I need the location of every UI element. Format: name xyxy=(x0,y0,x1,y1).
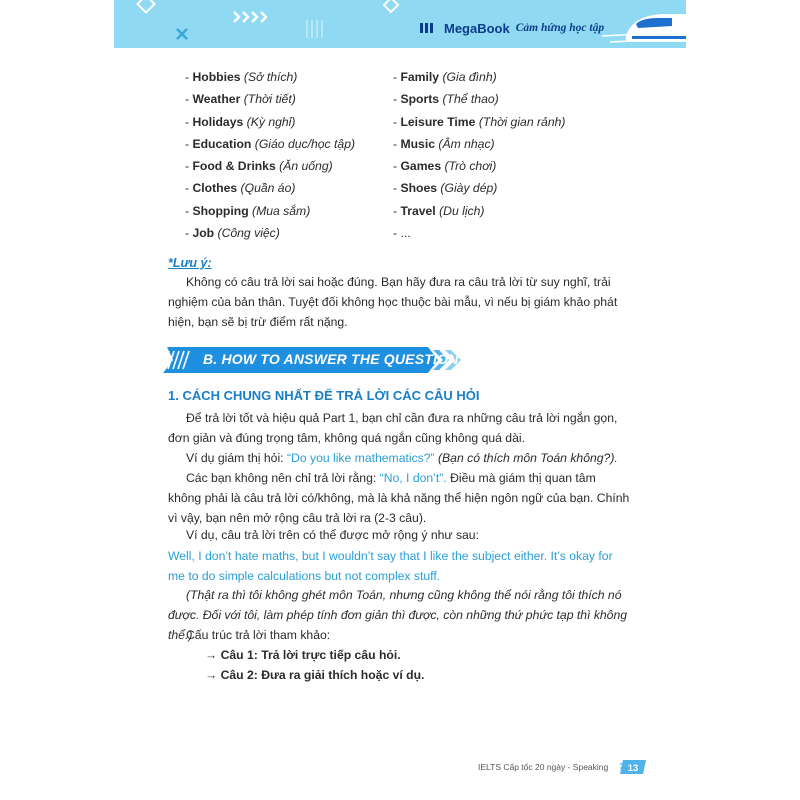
diamond-outline-icon xyxy=(136,0,158,20)
list-item: - Hobbies (Sở thích) xyxy=(185,70,298,84)
megabook-logo-icon xyxy=(420,22,438,34)
note-text: Không có câu trả lời sai hoặc đúng. Bạn hãy đưa ra câu trả lời từ suy nghĩ, trải nghiệm của bản thân. Tuyệt đối không học thuộc bài mẫu, vì nếu bị giám khảo phát hiện, bạn sẽ bị trừ điểm rất nặng. xyxy=(168,275,618,329)
lines-icon xyxy=(304,18,326,42)
diamond-outline-icon xyxy=(382,0,402,20)
list-item: - Music (Âm nhạc) xyxy=(393,136,495,151)
train-icon xyxy=(602,6,686,46)
paragraph-2: Ví dụ giám thị hỏi: “Do you like mathematics?” (Bạn có thích môn Toán không?). xyxy=(186,451,618,465)
list-item: - Holidays (Kỳ nghỉ) xyxy=(185,114,296,129)
paragraph-3: Các bạn không nên chỉ trả lời rằng: “No, I don’t”. Điều mà giám thị quan tâm không phải là câu trả lời có/không, mà là khả năng thể hiện ngôn ngữ của bạn. Chính vì vậy, bạn nên mở rộng câu trả lời ra (2-3 câu). xyxy=(168,471,630,525)
example-answer: Well, I don’t hate maths, but I wouldn’t say that I like the subject either. It’s okay for me to do simple calculations but not complex stuff. xyxy=(168,549,613,583)
list-item: - Sports (Thể thao) xyxy=(393,92,499,107)
list-item: - Family (Gia đình) xyxy=(393,70,497,84)
chevrons-icon xyxy=(232,10,272,24)
brand-tagline: Cảm hứng học tập xyxy=(515,22,605,34)
structure-step-2: → Câu 2: Đưa ra giải thích hoặc ví dụ. xyxy=(205,668,425,682)
section-banner-title: B. HOW TO ANSWER THE QUESTIONS xyxy=(203,351,469,367)
list-item: - Games (Trò chơi) xyxy=(393,159,497,174)
topic-list-left xyxy=(185,68,355,246)
list-item: - Job (Công việc) xyxy=(185,226,280,241)
list-item: - ... xyxy=(393,226,411,241)
page-header xyxy=(114,0,686,48)
page-number-badge xyxy=(620,760,646,774)
paragraph-1: Để trả lời tốt và hiệu quả Part 1, bạn chỉ cần đưa ra những câu trả lời ngắn gọn, đơn giản và đúng trọng tâm, không quá ngắn cũng không quá dài. xyxy=(168,411,618,445)
topic-list-right xyxy=(393,68,565,246)
brand-name: MegaBook xyxy=(444,20,510,36)
cross-icon xyxy=(174,26,190,42)
list-item: - Shoes (Giày dép) xyxy=(393,181,498,196)
section-subtitle: 1. CÁCH CHUNG NHẤT ĐỂ TRẢ LỜI CÁC CÂU HỎI xyxy=(168,388,480,403)
page-number: 13 xyxy=(627,763,639,774)
structure-step-1: → Câu 1: Trả lời trực tiếp câu hỏi. xyxy=(205,648,401,662)
example-translation: (Thật ra thì tôi không ghét môn Toán, nhưng cũng không thể nói rằng tôi thích nó được. Đối với tôi, làm phép tính đơn giản thì được, còn những thứ phức tạp thì không thể.) xyxy=(168,588,628,642)
list-item: - Education (Giáo dục/học tập) xyxy=(185,136,356,151)
paragraph-structure: Cấu trúc trả lời tham khảo: xyxy=(186,628,331,642)
footer-text: IELTS Cấp tốc 20 ngày - Speaking xyxy=(478,762,609,772)
list-item: - Food & Drinks (Ăn uống) xyxy=(185,159,333,174)
paragraph-4: Ví dụ, câu trả lời trên có thể được mở rộng ý như sau: xyxy=(186,528,479,542)
brand xyxy=(420,20,604,36)
list-item: - Weather (Thời tiết) xyxy=(185,92,296,107)
note-title: *Lưu ý: xyxy=(168,256,212,270)
list-item: - Leisure Time (Thời gian rảnh) xyxy=(393,114,566,129)
list-item: - Shopping (Mua sắm) xyxy=(185,203,311,218)
list-item: - Travel (Du lịch) xyxy=(393,203,485,218)
list-item: - Clothes (Quần áo) xyxy=(185,181,296,196)
